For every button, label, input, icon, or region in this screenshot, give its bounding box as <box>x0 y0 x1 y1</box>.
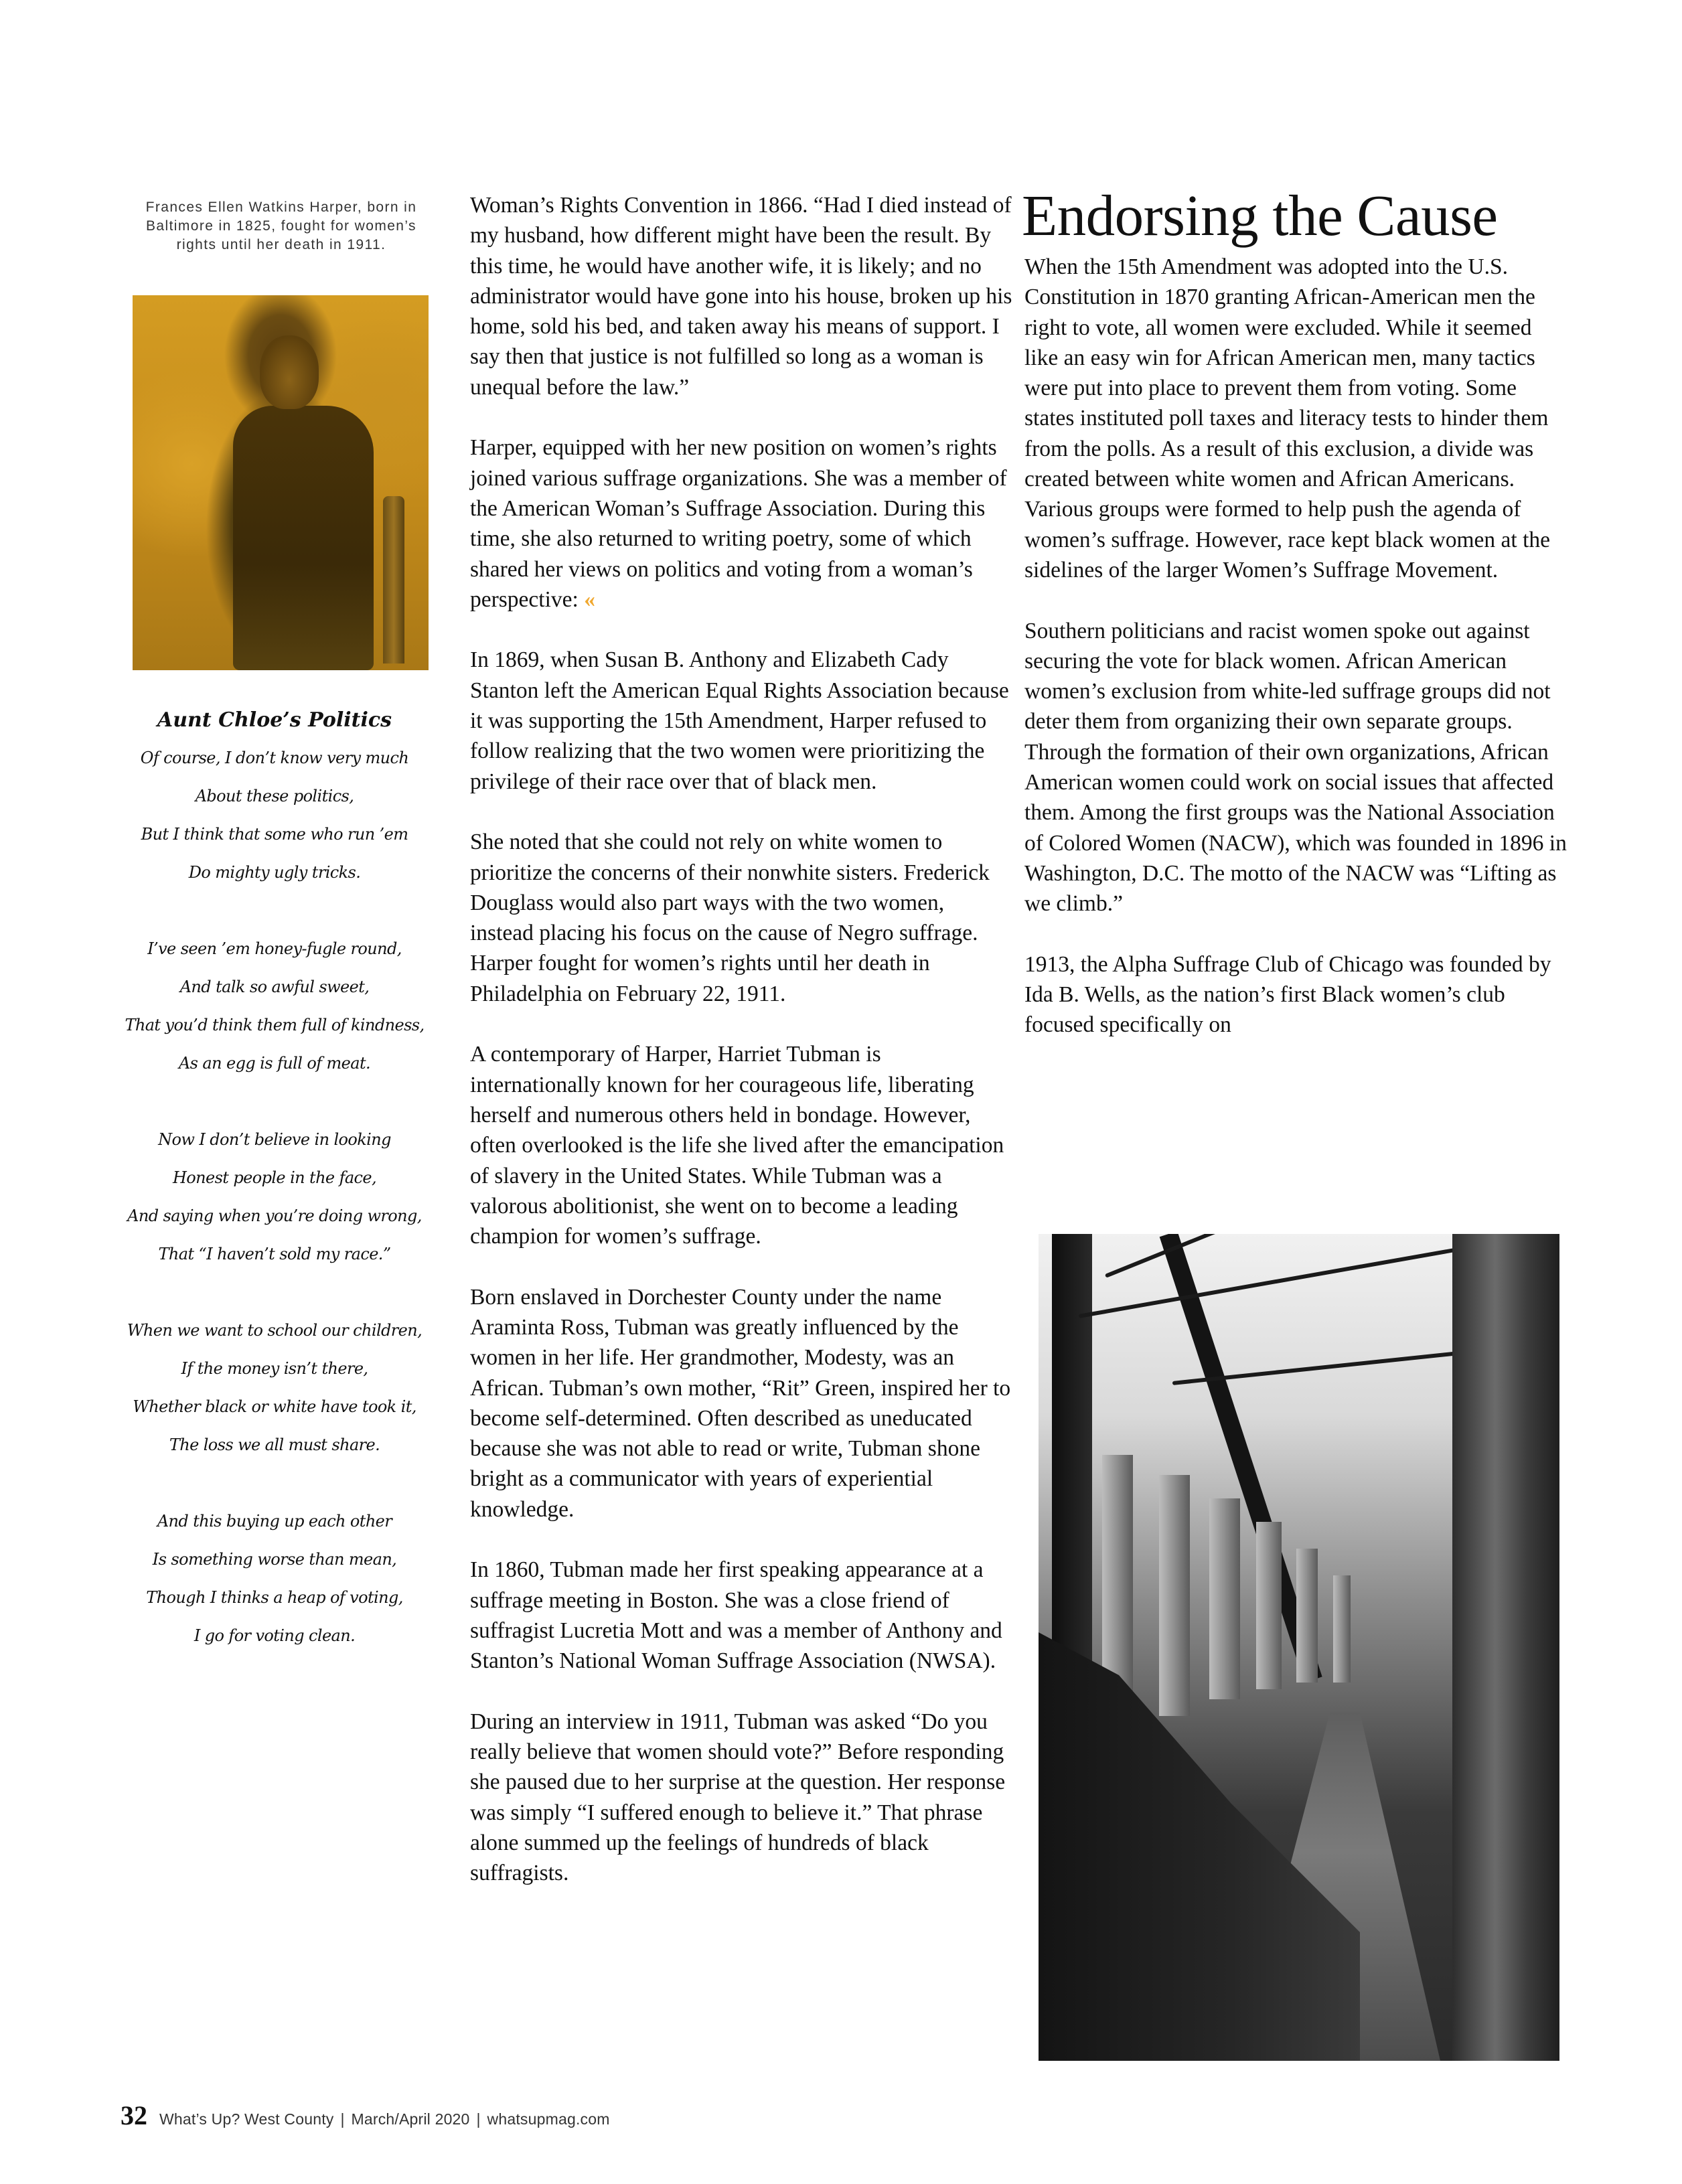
article-paragraph-text: Harper, equipped with her new position on women’s rights joined various suffrage organizations. She was a member of the American Woman’s Suffrage Association. During this time, she also returned to writing poetry, some of which shared her views on politics and voting from a woman’s perspective: <box>470 435 1007 612</box>
poem-line: If the money isn’t there, <box>181 1359 368 1378</box>
poem-line: And saying when you’re doing wrong, <box>127 1206 422 1225</box>
article-paragraph: When the 15th Amendment was adopted into the U.S. Constitution in 1870 granting African-American men the right to vote, all women were excluded. While it seemed like an easy win for African American men, many tactics were put into place to prevent them from voting. Some states instituted poll taxes and literacy tests to hinder them from the polls. As a result of this exclusion, a divide was created between white women and African Americans. Various groups were formed to help push the agenda of women’s suffrage. However, race kept black women at the sidelines of the larger Women’s Suffrage Movement. <box>1024 254 1550 582</box>
poem-block <box>100 703 449 1693</box>
article-paragraph: In 1860, Tubman made her first speaking appearance at a suffrage meeting in Boston. She was a close friend of suffragist Lucretia Mott and was a member of Anthony and Stanton’s National Woman Suffrage Association (NWSA). <box>470 1557 1002 1674</box>
poem-line: Is something worse than mean, <box>152 1550 397 1569</box>
poem-line: And this buying up each other <box>157 1512 392 1531</box>
article-paragraph: 1913, the Alpha Suffrage Club of Chicago was founded by Ida B. Wells, as the nation’s first Black women’s club focused specifically on <box>1024 951 1551 1038</box>
poem-line: I’ve seen ’em honey-fugle round, <box>147 939 402 958</box>
building-facade-shape <box>1452 1234 1559 2061</box>
poem-line: When we want to school our children, <box>127 1321 423 1340</box>
banner-shape <box>1159 1475 1190 1716</box>
article-paragraph: During an interview in 1911, Tubman was asked “Do you really believe that women should vote?” Before responding she paused due to her surprise at the question. Her response was simply “I suffered enough to believe it.” That phrase alone summed up the feelings of hundreds of black suffragists. <box>470 1709 1006 1886</box>
pull-quote-chevron-icon: « <box>584 587 595 612</box>
article-paragraph-with-quote <box>470 433 1012 615</box>
poem-stanza <box>100 1502 449 1655</box>
poem-line: Now I don’t believe in looking <box>158 1130 391 1149</box>
article-paragraph: She noted that she could not rely on white women to prioritize the concerns of their nonwhite sisters. Frederick Douglass would also part ways with the two women, instead placing his focus on the cause of Negro suffrage. Harper fought for women’s rights until her death in Philadelphia on February 22, 1911. <box>470 830 990 1006</box>
article-paragraph: Born enslaved in Dorchester County under the name Araminta Ross, Tubman was greatly influenced by the women in her life. Her grandmother, Modesty, was an African. Tubman’s own mother, “Rit” Green, inspired her to become self-determined. Often described as uneducated because she was not able to read or write, Tubman shone bright as a communicator with years of experiential knowledge. <box>470 1284 1011 1522</box>
banner-shape <box>1256 1522 1282 1689</box>
issue-date: March/April 2020 <box>351 2110 470 2128</box>
poem-line: That “I haven’t sold my race.” <box>158 1245 391 1263</box>
poem-line: I go for voting clean. <box>194 1626 356 1645</box>
poem-line: Do mighty ugly tricks. <box>188 863 361 882</box>
footer-separator: | <box>340 2110 345 2128</box>
article-paragraph: Southern politicians and racist women spoke out against securing the vote for black women. African American women’s exclusion from white-led suffrage groups did not deter them from organizing their own separate groups. Through the formation of their own organizations, African American women could work on social issues that affected them. Among the first groups was the National Association of Colored Women (NACW), which was founded in 1896 in Washington, D.C. The motto of the NACW was “Lifting as we climb.” <box>1024 618 1567 917</box>
suffrage-march-photo <box>1039 1234 1559 2061</box>
poem-stanza <box>100 739 449 892</box>
portrait-caption: Frances Ellen Watkins Harper, born in Baltimore in 1825, fought for women’s rights until her death in 1911. <box>145 200 417 252</box>
banner-shape <box>1333 1575 1351 1683</box>
harper-portrait-image <box>133 295 429 670</box>
banner-shape <box>1296 1549 1318 1683</box>
tree-branch-shape <box>1105 1234 1417 1278</box>
page-number: 32 <box>121 2100 147 2130</box>
poem-line: That you’d think them full of kindness, <box>125 1016 425 1034</box>
figure-head-shape <box>260 335 319 409</box>
poem-line: As an egg is full of meat. <box>178 1054 371 1073</box>
right-article-column <box>1024 252 1567 1071</box>
article-paragraph: In 1869, when Susan B. Anthony and Elizabeth Cady Stanton left the American Equal Rights Association because it was supporting the 15th Amendment, Harper refused to follow realizing that the two women were prioritizing the privilege of their race over that of black men. <box>470 647 1009 794</box>
article-paragraph: Woman’s Rights Convention in 1866. “Had I died instead of my husband, how different might have been the result. By this time, he would have another wife, it is likely; and no administrator would have gone into his house, broken up his home, sold his bed, and taken away his means of support. I say then that justice is not fulfilled so long as a woman is unequal before the law.” <box>470 193 1012 400</box>
page-footer <box>121 2100 610 2130</box>
publication-name: What’s Up? West County <box>159 2110 334 2128</box>
poem-title: Aunt Chloe’s Politics <box>157 708 392 732</box>
poem-line: The loss we all must share. <box>169 1435 380 1454</box>
poem-line: Whether black or white have took it, <box>133 1397 416 1416</box>
section-heading: Endorsing the Cause <box>1022 183 1498 248</box>
poem-line: And talk so awful sweet, <box>179 978 370 996</box>
poem-line: Honest people in the face, <box>172 1168 377 1187</box>
poem-line: About these politics, <box>195 787 354 805</box>
poem-stanza <box>100 1312 449 1464</box>
poem-line: But I think that some who run ’em <box>141 825 408 844</box>
chair-shape <box>383 496 404 664</box>
poem-line: Though I thinks a heap of voting, <box>146 1588 403 1607</box>
figure-body-shape <box>233 406 374 670</box>
poem-line: Of course, I don’t know very much <box>140 749 409 767</box>
footer-separator: | <box>476 2110 481 2128</box>
poem-stanza <box>100 930 449 1083</box>
banner-shape <box>1209 1498 1240 1699</box>
middle-article-column <box>470 190 1012 1919</box>
poem-stanza <box>100 1121 449 1273</box>
article-paragraph: A contemporary of Harper, Harriet Tubman is internationally known for her courageous life, liberating herself and numerous others held in bondage. However, often overlooked is the life she lived after the emancipation of slavery in the United States. While Tubman was a valorous abolitionist, she went on to become a leading champion for women’s suffrage. <box>470 1042 1004 1249</box>
website-link[interactable]: whatsupmag.com <box>487 2110 610 2128</box>
